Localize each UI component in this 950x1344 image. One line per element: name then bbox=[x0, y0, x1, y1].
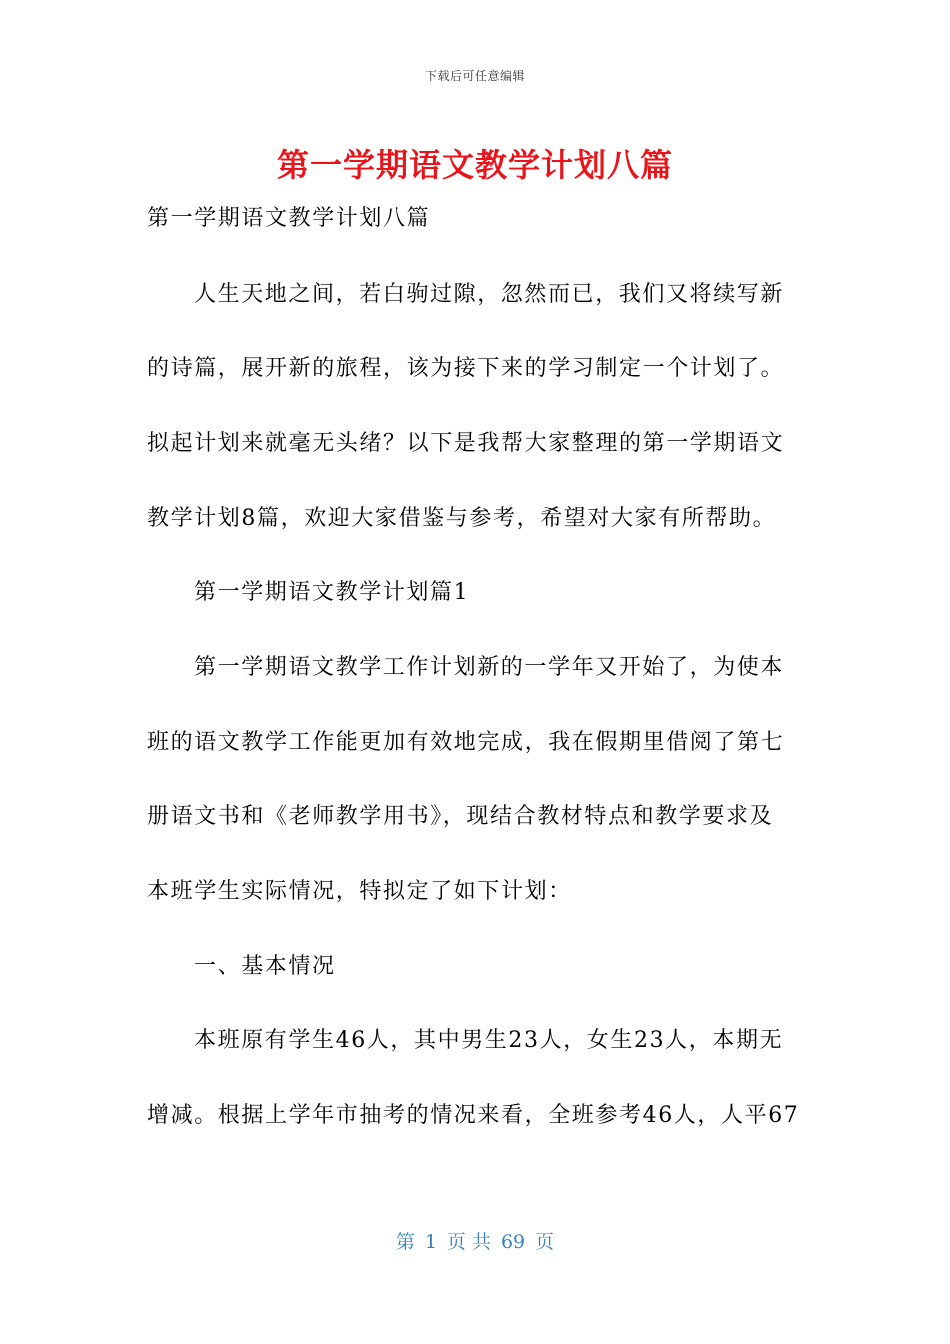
total-pages-number: 69 bbox=[500, 1231, 526, 1253]
footer-suffix: 页 bbox=[535, 1231, 555, 1253]
footer-mid: 页 共 bbox=[446, 1231, 491, 1253]
subtitle-line: 第一学期语文教学计划八篇 bbox=[147, 206, 431, 231]
page-footer bbox=[0, 1227, 950, 1254]
paragraph-line: 拟起计划来就毫无头绪？以下是我帮大家整理的第一学期语文 bbox=[147, 431, 785, 456]
header-note: 下载后可任意编辑 bbox=[424, 69, 525, 83]
paragraph-line: 班的语文教学工作能更加有效地完成，我在假期里借阅了第七 bbox=[147, 730, 785, 755]
paragraph-line: 本班原有学生46人，其中男生23人，女生23人，本期无 bbox=[194, 1028, 784, 1053]
paragraph-line: 册语文书和《老师教学用书》，现结合教材特点和教学要求及 bbox=[147, 804, 774, 829]
footer-prefix: 第 bbox=[395, 1231, 415, 1253]
paragraph-line: 教学计划8篇，欢迎大家借鉴与参考，希望对大家有所帮助。 bbox=[147, 506, 777, 531]
paragraph-line: 本班学生实际情况，特拟定了如下计划： bbox=[147, 879, 572, 904]
document-title: 第一学期语文教学计划八篇 bbox=[276, 146, 673, 184]
paragraph-line: 增减。根据上学年市抽考的情况来看，全班参考46人，人平67 bbox=[147, 1103, 800, 1128]
paragraph-line: 的诗篇，展开新的旅程，该为接下来的学习制定一个计划了。 bbox=[147, 356, 785, 381]
paragraph-line: 人生天地之间，若白驹过隙，忽然而已，我们又将续写新 bbox=[194, 282, 785, 307]
section-heading: 一、基本情况 bbox=[194, 954, 336, 979]
section-heading: 第一学期语文教学计划篇1 bbox=[194, 580, 470, 605]
paragraph-line: 第一学期语文教学工作计划新的一学年又开始了，为使本 bbox=[194, 655, 785, 680]
current-page-number: 1 bbox=[424, 1231, 437, 1253]
